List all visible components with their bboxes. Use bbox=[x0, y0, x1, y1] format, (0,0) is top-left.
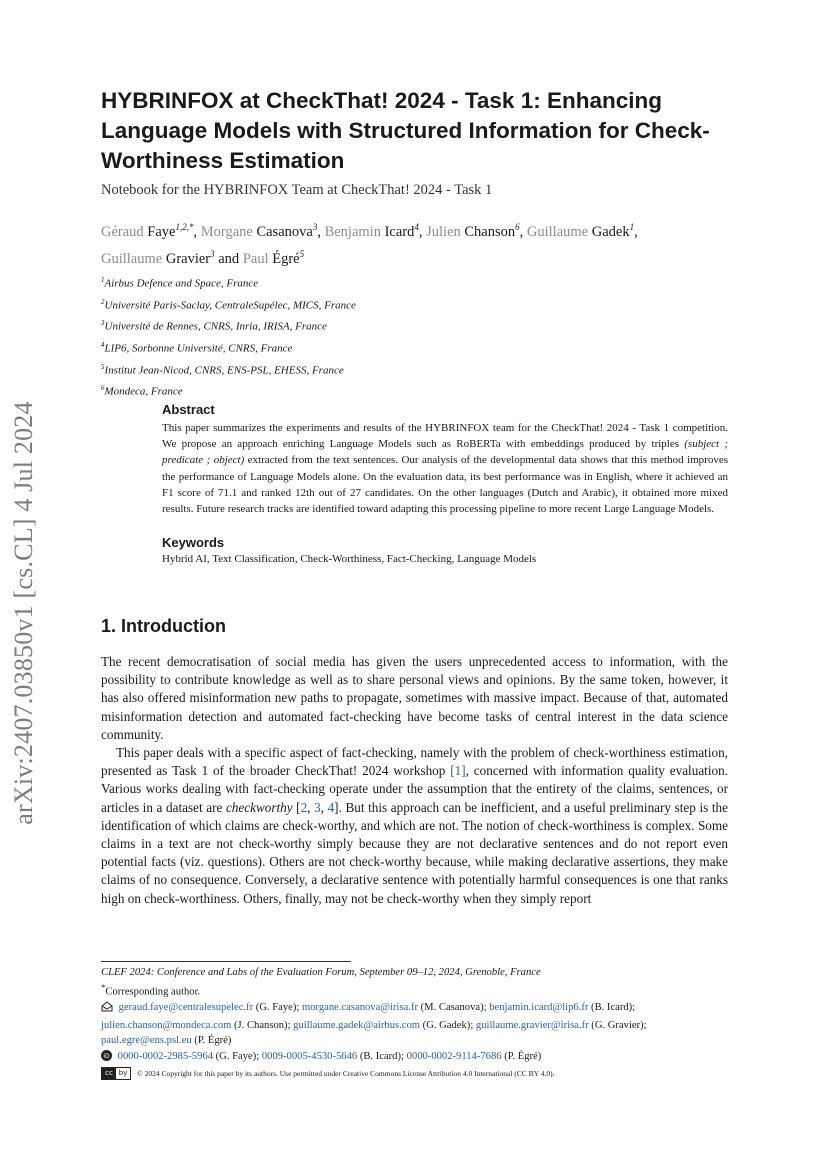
orcid-link[interactable]: 0000-0002-9114-7686 bbox=[406, 1050, 502, 1062]
corresponding-note: *Corresponding author. bbox=[101, 982, 201, 998]
affiliation-item: $^2$Université Paris-Saclay, CentraleSupélec, MICS, France bbox=[101, 297, 356, 312]
author-affiliation-mark: 1,2,* bbox=[175, 222, 194, 232]
author-family-name: Chanson bbox=[464, 223, 516, 240]
svg-text:iD: iD bbox=[103, 1052, 110, 1060]
author-given-name: Guillaume bbox=[101, 250, 163, 267]
author-affiliation-mark: 4 bbox=[414, 222, 419, 232]
section-heading-introduction: 1. Introduction bbox=[101, 616, 226, 636]
arxiv-stamp-text: arXiv:2407.03850v1 [cs.CL] 4 Jul 2024 bbox=[9, 401, 38, 825]
author-affiliation-mark: 5 bbox=[299, 248, 305, 259]
orcid-owner: (P. Égré) bbox=[501, 1050, 542, 1062]
author-affiliation-mark: 6 bbox=[515, 222, 520, 232]
email-link[interactable]: morgane.casanova@irisa.fr bbox=[301, 1002, 418, 1014]
keywords-heading: Keywords bbox=[162, 535, 225, 550]
cc-by-badge-icon: cc by bbox=[101, 1067, 131, 1080]
author-family-name: Égré bbox=[272, 250, 300, 267]
footnote-divider bbox=[101, 961, 351, 962]
citation-link[interactable]: [1] bbox=[450, 763, 466, 779]
email-owner: (M. Casanova); bbox=[418, 1002, 490, 1014]
keywords-text: Hybrid AI, Text Classification, Check-Worthiness, Fact-Checking, Language Models bbox=[162, 553, 537, 565]
author-separator: , bbox=[193, 223, 201, 240]
author-separator: , bbox=[317, 223, 325, 240]
author-family-name: Faye bbox=[147, 223, 176, 240]
author-separator: and bbox=[214, 250, 243, 267]
email-owner: (J. Chanson); bbox=[231, 1019, 294, 1031]
email-link[interactable]: geraud.faye@centralesupelec.fr bbox=[118, 1002, 254, 1014]
paper-subtitle: Notebook for the HYBRINFOX Team at CheckThat! 2024 - Task 1 bbox=[101, 182, 493, 198]
author-given-name: Benjamin bbox=[324, 223, 381, 240]
author-given-name: Morgane bbox=[200, 223, 253, 240]
author-family-name: Icard bbox=[384, 223, 415, 240]
affiliation-list bbox=[101, 271, 356, 401]
affiliation-item: $^5$Institut Jean-Nicod, CNRS, ENS-PSL, EHESS, France bbox=[101, 362, 344, 377]
email-link[interactable]: guillaume.gravier@irisa.fr bbox=[475, 1019, 589, 1031]
email-owner: (B. Icard); bbox=[588, 1002, 636, 1014]
abstract-text: This paper summarizes the experiments and results of the HYBRINFOX team for the CheckThat! 2024 - Task 1 competition. We propose an approach enriching Language Models such as RoBERTa with embeddings produced by triples (subject ; predicate ; object) extracted from the text sentences. Our analysis of the developmental data shows that this method improves the performance of Language Models alone. On the evaluation data, its best performance was in English, where it achieved an F1 score of 71.1 and ranked 12th out of 27 candidates. On the other languages (Dutch and Arabic), it obtained more mixed results. Future research tracks are identified toward adapting this processing pipeline to more recent Large Language Models. bbox=[162, 422, 728, 516]
orcid-icon bbox=[101, 1050, 112, 1066]
citation-link[interactable]: 3 bbox=[314, 799, 321, 815]
author-given-name: Paul bbox=[242, 250, 269, 267]
email-link[interactable]: benjamin.icard@lip6.fr bbox=[489, 1002, 589, 1014]
orcid-link[interactable]: 0009-0005-4530-5646 bbox=[261, 1050, 358, 1062]
orcid-owner: (G. Faye); bbox=[213, 1050, 262, 1062]
author-list bbox=[101, 216, 741, 270]
author-family-name: Casanova bbox=[256, 223, 313, 240]
citation-link[interactable]: 2 bbox=[300, 799, 308, 815]
orcid-owner: (B. Icard); bbox=[357, 1050, 407, 1062]
paragraph-2: This paper deals with a specific aspect of fact-checking, namely with the problem of check-worthiness estimation, presented as Task 1 of the broader CheckThat! 2024 workshop [1], concerned with information quality evaluation. Various works dealing with fact-checking operate under the assumption that the entirety of the claims, sentences, or articles in a dataset are checkworthy [2, 3, 4]. But this approach can be inefficient, and a useful preliminary step is the identification of which claims are check-worthy, and which are not. The notion of check-worthiness is complex. Some claims in a text are not check-worthy simply because they are not declarative sentences and do not report even potential facts (viz. questions). Others are not check-worthy because, while making declarative assertions, they make claims of no consequence. Conversely, a declarative sentence with potentially harmful consequences is one that ranks high on check-worthiness. Others, finally, may not be check-worthy when they simply report bbox=[101, 745, 728, 906]
paragraph-1: The recent democratisation of social media has given the users unprecedented access to information, with the possibility to contribute knowledge as well as to share personal views and opinions. By the same token, however, it has also offered misinformation new paths to propagate, sometimes with massive impact. Because of that, automated misinformation detection and automated fact-checking have become tasks of central interest in the data science community. bbox=[101, 654, 728, 742]
affiliation-item: $^1$Airbus Defence and Space, France bbox=[101, 276, 259, 290]
email-owner: (P. Égré) bbox=[191, 1035, 232, 1047]
paper-title: HYBRINFOX at CheckThat! 2024 - Task 1: Enhancing Language Models with Structured Information for Check-Worthiness Estimation bbox=[101, 88, 710, 173]
author-family-name: Gadek bbox=[591, 223, 630, 240]
affiliation-item: $^4$LIP6, Sorbonne Université, CNRS, France bbox=[101, 340, 293, 355]
affiliation-item: $^6$Mondeca, France bbox=[101, 384, 183, 398]
author-separator: , bbox=[519, 223, 527, 240]
affiliation-item: $^3$Université de Rennes, CNRS, Inria, IRISA, France bbox=[101, 319, 327, 333]
email-owner: (G. Gadek); bbox=[420, 1019, 476, 1031]
footnotes bbox=[101, 965, 728, 1081]
author-given-name: Géraud bbox=[101, 223, 144, 240]
author-given-name: Guillaume bbox=[526, 223, 589, 240]
email-link[interactable]: paul.egre@ens.psl.eu bbox=[101, 1035, 192, 1047]
author-given-name: Julien bbox=[426, 223, 461, 240]
conference-note: CLEF 2024: Conference and Labs of the Evaluation Forum, September 09–12, 2024, Grenoble, France bbox=[101, 967, 541, 978]
author-affiliation-mark: 1 bbox=[629, 222, 635, 232]
orcid-link[interactable]: 0000-0002-2985-5964 bbox=[117, 1050, 213, 1062]
author-family-name: Gravier bbox=[165, 250, 211, 267]
abstract-heading: Abstract bbox=[162, 402, 215, 417]
author-separator: , bbox=[634, 223, 638, 240]
author-affiliation-mark: 3 bbox=[312, 222, 318, 232]
orcid-list bbox=[101, 1049, 728, 1066]
citation-link[interactable]: 4 bbox=[327, 799, 335, 815]
envelope-icon bbox=[101, 1001, 113, 1017]
email-list bbox=[101, 1000, 728, 1048]
introduction-body bbox=[101, 653, 728, 908]
license-note: cc by © 2024 Copyright for this paper by its authors. Use permitted under Creative Commons License Attribution 4.0 International (CC BY 4.0). bbox=[101, 1066, 728, 1081]
email-link[interactable]: julien.chanson@mondeca.com bbox=[101, 1019, 232, 1031]
email-owner: (G. Faye); bbox=[253, 1002, 302, 1014]
author-separator: , bbox=[418, 223, 427, 240]
email-owner: (G. Gravier); bbox=[588, 1019, 647, 1031]
author-affiliation-mark: 3 bbox=[210, 248, 215, 259]
email-link[interactable]: guillaume.gadek@airbus.com bbox=[293, 1019, 421, 1031]
